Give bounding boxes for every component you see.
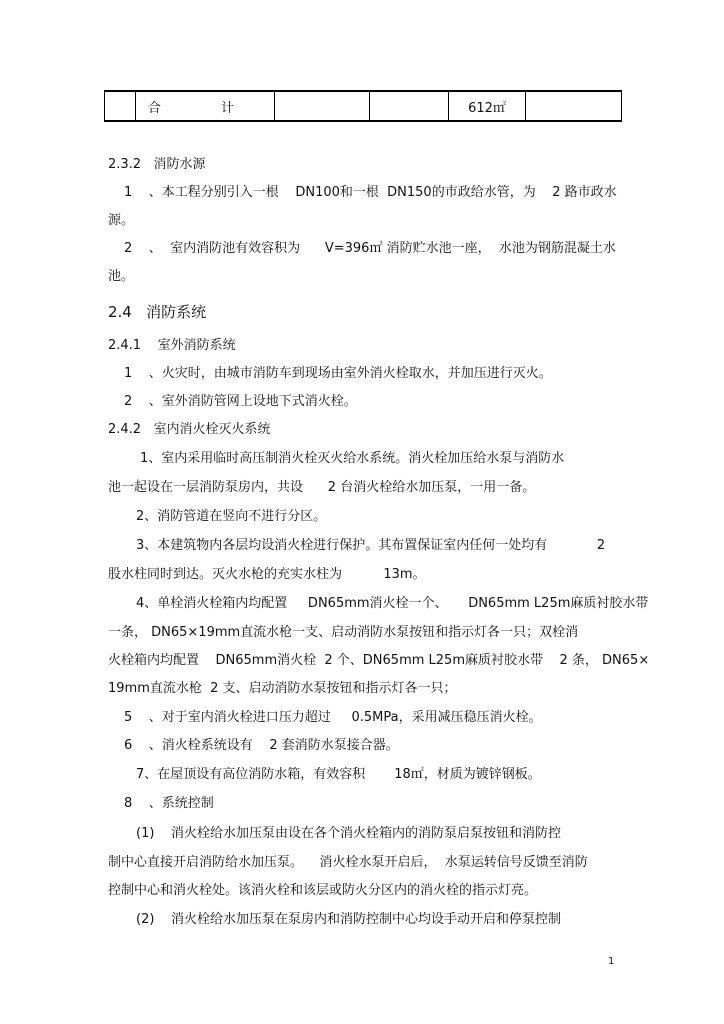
paragraph-line: 2 、 室内消防池有效容积为 V=396㎡ 消防贮水池一座， 水池为钢筋混凝土水 — [124, 241, 616, 256]
paragraph-line: 5 、对于室内消火栓进口压力超过 0.5MPa，采用减压稳压消火栓。 — [124, 710, 542, 725]
page-number: 1 — [608, 956, 615, 967]
paragraph-line: (1) 消火栓给水加压泵由设在各个消火栓箱内的消防泵启泵按钮和消防控 — [136, 826, 561, 841]
paragraph-line: 火栓箱内均配置 DN65mm消火栓 2 个、DN65mm L25m麻质衬胶水带 2 条， DN65× — [108, 653, 650, 668]
table-cell-empty — [526, 91, 622, 121]
paragraph-line: 19mm直流水枪 2 支、启动消防水泵按钮和指示灯各一只； — [108, 681, 457, 696]
total-label-cell — [136, 91, 275, 121]
total-value: 612㎡ — [468, 100, 506, 116]
summary-table — [104, 90, 622, 122]
paragraph-line: 4、单栓消火栓箱内均配置 DN65mm消火栓一个、 DN65mm L25m麻质衬胶水带 — [136, 596, 649, 611]
paragraph-line: 7、在屋顶设有高位消防水箱，有效容积 18㎡，材质为镀锌钢板。 — [136, 767, 541, 782]
paragraph-line: 6 、消火栓系统设有 2 套消防水泵接合器。 — [124, 738, 399, 753]
paragraph-line: 控制中心和消火栓处。该消火栓和该层或防火分区内的消火栓的指示灯亮。 — [108, 883, 538, 898]
paragraph-line: 3、本建筑物内各层均设消火栓进行保护。其布置保证室内任何一处均有 2 — [136, 538, 606, 553]
table-cell-empty — [105, 91, 136, 121]
section-heading-2-4-2: 2.4.2 室内消火栓灭火系统 — [108, 422, 271, 437]
paragraph-line: 池。 — [108, 269, 135, 284]
paragraph-line: 1、室内采用临时高压制消火栓灭火给水系统。消火栓加压给水泵与消防水 — [140, 451, 565, 466]
paragraph-line: 2 、室外消防管网上设地下式消火栓。 — [124, 394, 357, 409]
total-value-cell — [449, 91, 526, 121]
section-heading-2-3-2: 2.3.2 消防水源 — [108, 157, 206, 172]
paragraph-line: (2) 消火栓给水加压泵在泵房内和消防控制中心均设手动开启和停泵控制 — [136, 912, 561, 927]
paragraph-line: 股水柱同时到达。灭火水枪的充实水柱为 13m。 — [108, 567, 426, 582]
paragraph-line: 制中心直接开启消防给水加压泵。 消火栓水泵开启后， 水泵运转信号反馈至消防 — [108, 855, 588, 870]
paragraph-line: 1 、火灾时，由城市消防车到现场由室外消火栓取水，并加压进行灭火。 — [124, 366, 552, 381]
paragraph-line: 8 、系统控制 — [124, 796, 214, 811]
paragraph-line: 池一起设在一层消防泵房内，共设 2 台消火栓给水加压泵，一用一备。 — [108, 480, 536, 495]
section-heading-2-4-1: 2.4.1 室外消防系统 — [108, 338, 236, 353]
paragraph-line: 一条， DN65×19mm直流水枪一支、启动消防水泵按钮和指示灯各一只；双栓消 — [108, 625, 579, 640]
paragraph-line: 1 、本工程分别引入一根 DN100和一根 DN150的市政给水管，为 2 路市政水 — [124, 185, 617, 200]
section-heading-2-4: 2.4 消防系统 — [108, 303, 207, 321]
table-row — [105, 91, 622, 121]
table-cell-empty — [275, 91, 370, 121]
table-cell-empty — [370, 91, 449, 121]
paragraph-line: 源。 — [108, 213, 135, 228]
paragraph-line: 2、消防管道在竖向不进行分区。 — [136, 509, 327, 524]
total-label: 合 计 — [147, 100, 263, 116]
